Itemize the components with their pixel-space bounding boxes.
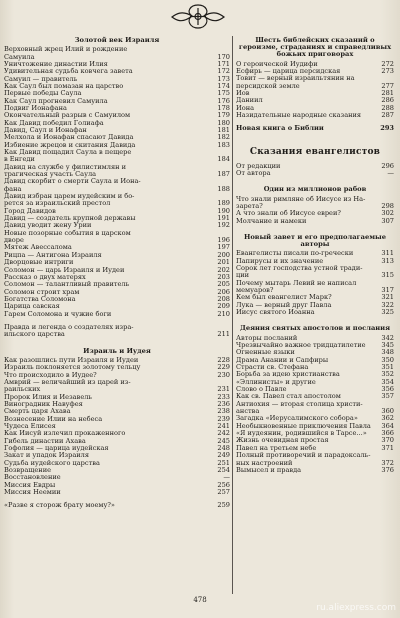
entry-page: 191 bbox=[217, 214, 230, 223]
entry-page: 321 bbox=[381, 293, 394, 302]
entry-title: Новые позорные события в царском bbox=[4, 228, 131, 237]
entry-title: анства bbox=[236, 407, 260, 416]
entry-page: 245 bbox=[217, 436, 230, 445]
entry-page: 201 bbox=[217, 258, 230, 267]
entry-title: Верховный жрец Илий и рождение bbox=[4, 45, 128, 54]
toc-entry bbox=[4, 46, 230, 53]
toc-entry bbox=[236, 170, 394, 177]
entry-title: Мелхола и Ионафан спасают Давида bbox=[4, 133, 134, 142]
entry-page: 311 bbox=[381, 249, 394, 258]
entry-page: 364 bbox=[381, 421, 394, 430]
entry-title: Загадка «Иерусалимского собора» bbox=[236, 414, 358, 423]
toc-entry bbox=[236, 401, 394, 408]
entry-title: Есфирь — царица персидская bbox=[236, 66, 341, 75]
entry-page: 325 bbox=[381, 308, 394, 317]
entry-title: Судьба иудейского царства bbox=[4, 458, 100, 467]
entry-page: 197 bbox=[217, 243, 230, 252]
entry-page: 287 bbox=[381, 111, 394, 120]
toc-entry bbox=[4, 230, 230, 237]
entry-page: 273 bbox=[381, 66, 394, 75]
entry-page: 174 bbox=[217, 81, 230, 90]
toc-section bbox=[236, 177, 394, 225]
toc-section bbox=[4, 496, 230, 509]
right-column bbox=[236, 34, 394, 474]
entry-title: Гибель династии Ахава bbox=[4, 436, 86, 445]
entry-title: Жизнь очевидная простая bbox=[236, 436, 329, 445]
entry-title: А что знали об Иисусе евреи? bbox=[236, 209, 341, 218]
entry-title: Авторы посланий bbox=[236, 333, 298, 342]
entry-title: Папирусы и их значение bbox=[236, 256, 324, 265]
entry-page: 179 bbox=[217, 111, 230, 120]
entry-page: 249 bbox=[217, 451, 230, 460]
entry-title: персидской земле bbox=[236, 81, 300, 90]
entry-page: 233 bbox=[217, 392, 230, 401]
toc-section bbox=[236, 133, 394, 178]
entry-title: Иона bbox=[236, 103, 255, 112]
entry-title: Полный противоречий и парадоксаль- bbox=[236, 451, 371, 460]
entry-title: Рицпа — Антигона Израиля bbox=[4, 250, 102, 259]
entry-title: Давид на службе у филистимлян и bbox=[4, 162, 126, 171]
entry-page: 202 bbox=[217, 265, 230, 274]
entry-page: 231 bbox=[217, 385, 230, 394]
entry-page: 239 bbox=[217, 414, 230, 423]
toc-section bbox=[236, 316, 394, 474]
section-heading: Шесть библейских сказаний о героизме, страданиях и справедливых божьих приговорах bbox=[238, 36, 392, 59]
entry-page: 342 bbox=[381, 333, 394, 342]
entry-title: Вознесение Илии на небеса bbox=[4, 414, 103, 423]
toc-entry bbox=[236, 125, 394, 132]
entry-title: От автора bbox=[236, 169, 271, 178]
entry-title: Необыкновенные приключения Павла bbox=[236, 421, 371, 430]
toc-section bbox=[4, 339, 230, 497]
entry-title: Соломон — царь Израиля и Иудеи bbox=[4, 265, 125, 274]
entry-page: 317 bbox=[381, 286, 394, 295]
toc-entry bbox=[236, 112, 394, 119]
entry-title: Уничтожение династии Илия bbox=[4, 59, 108, 68]
entry-title: Избиение жрецов и скитания Давида bbox=[4, 140, 136, 149]
entry-page: 205 bbox=[217, 280, 230, 289]
entry-page: 352 bbox=[381, 370, 394, 379]
toc-entry bbox=[4, 178, 230, 185]
entry-page: 196 bbox=[217, 236, 230, 245]
entry-title: Как Саул прогневил Самуила bbox=[4, 96, 108, 105]
entry-page: 362 bbox=[381, 414, 394, 423]
entry-page: 241 bbox=[217, 421, 230, 430]
entry-title: Правда и легенда о создателях изра- bbox=[4, 322, 134, 331]
entry-title: Антиохия — вторая столица христи- bbox=[236, 399, 363, 408]
entry-title: Чудеса Елисея bbox=[4, 421, 56, 430]
entry-page: 360 bbox=[381, 407, 394, 416]
entry-page: 372 bbox=[381, 458, 394, 467]
entry-page: 322 bbox=[381, 300, 394, 309]
entry-page: 350 bbox=[381, 355, 394, 364]
entry-title: Закат и упадок Израиля bbox=[4, 451, 90, 460]
entry-page: 286 bbox=[381, 96, 394, 105]
toc-section bbox=[236, 119, 394, 132]
entry-page: 173 bbox=[217, 74, 230, 83]
entry-page: 242 bbox=[217, 429, 230, 438]
entry-page: 211 bbox=[217, 330, 230, 339]
toc-section bbox=[4, 318, 230, 339]
entry-title: Иов bbox=[236, 88, 250, 97]
entry-title: Давид избран царем иудейским и бо- bbox=[4, 192, 135, 201]
entry-page: 356 bbox=[381, 385, 394, 394]
toc-entry bbox=[236, 265, 394, 272]
entry-page: — bbox=[387, 169, 394, 178]
section-heading: Новый завет и его предполагаемые авторы bbox=[244, 232, 386, 249]
entry-title: Давид уводит жену Урии bbox=[4, 221, 92, 230]
entry-title: зарета? bbox=[236, 201, 263, 210]
entry-title: О героической Иудифи bbox=[236, 59, 318, 68]
entry-page: 176 bbox=[217, 96, 230, 105]
toc-entry bbox=[4, 331, 230, 338]
section-heading: Один из миллионов рабов bbox=[263, 185, 367, 194]
entry-page: — bbox=[223, 473, 230, 482]
toc-entry bbox=[236, 218, 394, 225]
entry-title: ильского царства bbox=[4, 330, 65, 339]
entry-title: Пророк Илия и Иезавель bbox=[4, 392, 93, 401]
entry-page: 251 bbox=[217, 458, 230, 467]
entry-title: Давид, Саул и Ионафан bbox=[4, 125, 87, 134]
entry-page: 345 bbox=[381, 341, 394, 350]
entry-title: Соломон строит храм bbox=[4, 287, 80, 296]
entry-title: Драма Анании и Сапфиры bbox=[236, 355, 329, 364]
entry-title: ных настроений bbox=[236, 458, 293, 467]
entry-page: 203 bbox=[217, 272, 230, 281]
entry-title: Лука — верный друг Павла bbox=[236, 300, 332, 309]
entry-title: Даниил bbox=[236, 96, 263, 105]
entry-page: 236 bbox=[217, 399, 230, 408]
entry-page: 184 bbox=[217, 155, 230, 164]
entry-page: 178 bbox=[217, 103, 230, 112]
entry-title: Новая книга о Библии bbox=[236, 124, 324, 133]
entry-title: Удивительная судьба ковчега завета bbox=[4, 67, 133, 76]
entry-title: Вымысел и правда bbox=[236, 465, 302, 474]
entry-page: 171 bbox=[217, 59, 230, 68]
entry-page: 183 bbox=[217, 140, 230, 149]
section-heading: Золотой век Израиля bbox=[74, 36, 160, 44]
entry-title: Подвиг Ионафана bbox=[4, 103, 67, 112]
entry-page: 182 bbox=[217, 133, 230, 142]
entry-page: 371 bbox=[381, 443, 394, 452]
entry-title: ции bbox=[236, 271, 250, 280]
entry-page: 172 bbox=[217, 67, 230, 76]
entry-title: Товит — верный израильтянин на bbox=[236, 74, 355, 83]
entry-title: Первые победы Саула bbox=[4, 89, 82, 98]
entry-title: Город Давидов bbox=[4, 206, 56, 215]
entry-page: 313 bbox=[381, 256, 394, 265]
toc-entry bbox=[236, 467, 394, 474]
toc-section bbox=[236, 225, 394, 317]
entry-page: 293 bbox=[380, 124, 394, 133]
entry-page: 248 bbox=[217, 443, 230, 452]
entry-title: Мятеж Авессалома bbox=[4, 243, 72, 252]
entry-page: 229 bbox=[217, 363, 230, 372]
entry-page: 175 bbox=[217, 89, 230, 98]
entry-page: 257 bbox=[217, 488, 230, 496]
entry-page: 181 bbox=[217, 125, 230, 134]
entry-title: Рассказ о двух матерях bbox=[4, 272, 86, 281]
entry-title: Евангелисты писали по-гречески bbox=[236, 249, 354, 258]
entry-page: 208 bbox=[217, 294, 230, 303]
entry-title: Миссия Евдры bbox=[4, 480, 56, 489]
toc-section bbox=[4, 37, 230, 318]
toc-entry bbox=[4, 311, 230, 318]
entry-page: 281 bbox=[381, 88, 394, 97]
entry-title: Израиль поклоняется золотому тельцу bbox=[4, 363, 141, 372]
entry-title: Миссия Неемии bbox=[4, 488, 61, 496]
ornament-icon bbox=[168, 2, 228, 32]
entry-page: 180 bbox=[217, 118, 230, 127]
entry-title: Слово о Павле bbox=[236, 385, 287, 394]
entry-title: Царица савская bbox=[4, 302, 60, 311]
entry-title: Амврий — величайший из царей из- bbox=[4, 377, 131, 386]
entry-page: 354 bbox=[381, 377, 394, 386]
section-heading: Израиль и Иудея bbox=[83, 346, 151, 355]
entry-page: 188 bbox=[217, 184, 230, 193]
entry-page: 302 bbox=[381, 209, 394, 218]
entry-page: 366 bbox=[381, 429, 394, 438]
entry-page: 357 bbox=[381, 392, 394, 401]
entry-page: 200 bbox=[217, 250, 230, 259]
entry-title: Павел на третьем небе bbox=[236, 443, 317, 452]
column-divider bbox=[232, 36, 233, 594]
entry-page: 277 bbox=[381, 81, 394, 90]
entry-title: Борьба за идею христианства bbox=[236, 370, 340, 379]
entry-title: Соломон — талантливый правитель bbox=[4, 280, 130, 289]
entry-title: Как Давид победил Голиафа bbox=[4, 118, 104, 127]
entry-title: Как Саул был помазан на царство bbox=[4, 81, 124, 90]
section-heading: Деяния святых апостолов и послания bbox=[239, 324, 391, 333]
entry-title: раильских bbox=[4, 385, 41, 394]
entry-page: 210 bbox=[217, 309, 230, 318]
entry-title: трагическая участь Саула bbox=[4, 170, 97, 179]
section-heading: Сказания евангелистов bbox=[249, 146, 381, 157]
toc-entry bbox=[236, 309, 394, 316]
entry-title: Как св. Павел стал апостолом bbox=[236, 392, 341, 401]
entry-page: 259 bbox=[217, 501, 230, 510]
entry-title: «Разве я сторож брату моему?» bbox=[4, 501, 115, 510]
toc-entry bbox=[236, 83, 394, 90]
entry-title: Страсти св. Стефана bbox=[236, 363, 309, 372]
entry-title: Сорок лет господства устной тради- bbox=[236, 264, 363, 273]
entry-page: 370 bbox=[381, 436, 394, 445]
entry-page: 230 bbox=[217, 370, 230, 379]
entry-title: Возвращение bbox=[4, 465, 51, 474]
entry-title: Что знали римляне об Иисусе из На- bbox=[236, 194, 366, 203]
entry-title: «Я иудеянин, родившийся в Тарсе...» bbox=[236, 429, 367, 438]
entry-title: Что происходило в Иудее? bbox=[4, 370, 97, 379]
entry-title: Молчание и намеки bbox=[236, 216, 307, 225]
entry-page: 170 bbox=[217, 52, 230, 61]
toc-section bbox=[236, 37, 394, 119]
entry-page: 315 bbox=[381, 271, 394, 280]
entry-title: Гарем Соломона и чужие боги bbox=[4, 309, 112, 318]
entry-page: 307 bbox=[381, 216, 394, 225]
entry-title: Назидательные народные сказания bbox=[236, 111, 362, 120]
entry-page: 296 bbox=[381, 161, 394, 170]
entry-title: Как Иисуй излечил прокаженного bbox=[4, 429, 126, 438]
entry-title: мемуаров? bbox=[236, 286, 274, 295]
entry-page: 190 bbox=[217, 206, 230, 215]
toc-entry bbox=[4, 149, 230, 156]
entry-page: 348 bbox=[381, 348, 394, 357]
entry-page: 228 bbox=[217, 355, 230, 364]
entry-page: 298 bbox=[381, 201, 394, 210]
entry-title: дворе bbox=[4, 236, 24, 245]
entry-title: Виноградник Навуфея bbox=[4, 399, 83, 408]
entry-title: Давид скорбит о смерти Саула и Иона- bbox=[4, 177, 141, 186]
entry-title: Самуила bbox=[4, 52, 35, 61]
entry-title: Смерть царя Ахава bbox=[4, 407, 71, 416]
entry-page: 272 bbox=[381, 59, 394, 68]
entry-title: фана bbox=[4, 184, 22, 193]
entry-page: 187 bbox=[217, 170, 230, 179]
entry-page: 206 bbox=[217, 287, 230, 296]
entry-title: Как Давид пощадил Саула в пещере bbox=[4, 148, 132, 157]
entry-title: «Эллинисты» и другие bbox=[236, 377, 316, 386]
toc-entry bbox=[4, 502, 230, 509]
page-number: 478 bbox=[193, 596, 207, 604]
entry-title: Гофолия — царица иудейская bbox=[4, 443, 109, 452]
entry-title: рется за израильский престол bbox=[4, 199, 111, 208]
entry-title: Дворцовые интриги bbox=[4, 258, 74, 267]
entry-title: Иисус святого Иоанна bbox=[236, 308, 315, 317]
toc-entry bbox=[4, 489, 230, 496]
entry-title: Кем был евангелист Марк? bbox=[236, 293, 332, 302]
entry-page: 376 bbox=[381, 465, 394, 474]
entry-page: 351 bbox=[381, 363, 394, 372]
watermark: ru.aliexpress.com bbox=[316, 603, 396, 613]
toc-entry bbox=[236, 97, 394, 104]
entry-title: в Енгеди bbox=[4, 155, 35, 164]
entry-title: Почему мытарь Левий не написал bbox=[236, 278, 357, 287]
entry-title: Огненные языки bbox=[236, 348, 295, 357]
entry-title: От редакции bbox=[236, 161, 281, 170]
entry-title: Как разошлись пути Израиля и Иудеи bbox=[4, 355, 139, 364]
entry-title: Богатства Соломона bbox=[4, 294, 76, 303]
entry-page: 256 bbox=[217, 480, 230, 489]
entry-page: 238 bbox=[217, 407, 230, 416]
entry-title: Окончательный разрыв с Самуилом bbox=[4, 111, 131, 120]
entry-title: Чрезвычайно важное тридцатилетие bbox=[236, 341, 366, 350]
entry-title: Восстановление bbox=[4, 473, 61, 482]
entry-title: Давид — создатель крупной державы bbox=[4, 214, 136, 223]
entry-page: 209 bbox=[217, 302, 230, 311]
entry-page: 254 bbox=[217, 465, 230, 474]
entry-page: 288 bbox=[381, 103, 394, 112]
entry-page: 189 bbox=[217, 199, 230, 208]
left-column bbox=[4, 34, 230, 510]
entry-page: 192 bbox=[217, 221, 230, 230]
entry-title: Самуил — правитель bbox=[4, 74, 78, 83]
